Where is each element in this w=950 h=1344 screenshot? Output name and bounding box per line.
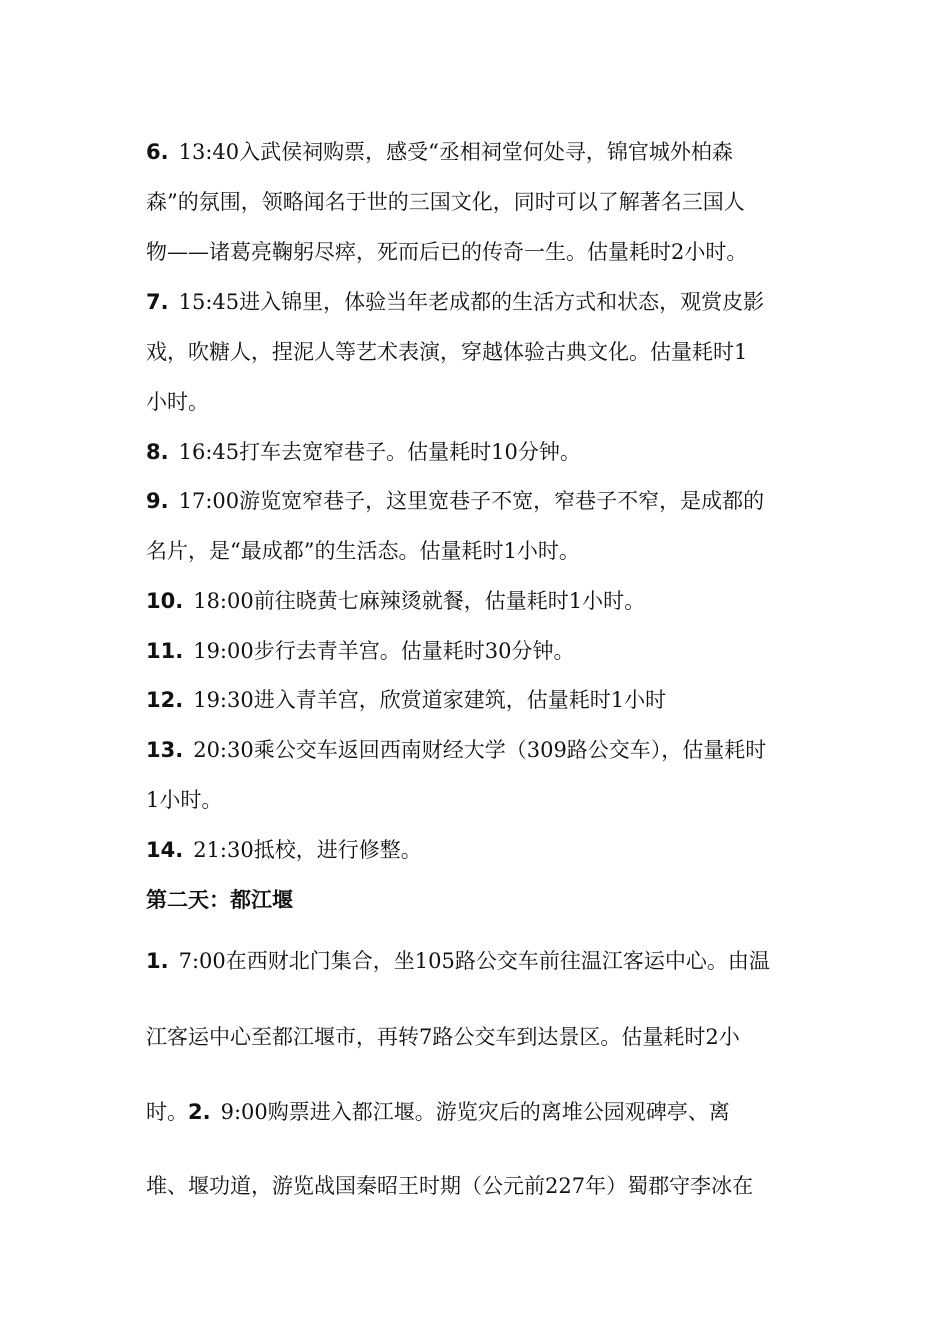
item-number: 9. [146,489,169,513]
item-9-line-2: 名片，是“最成都”的生活态。估量耗时1小时。 [146,539,580,563]
item-text: 19:00步行去青羊宫。估量耗时30分钟。 [193,639,575,663]
item-7-line-3: 小时。 [146,390,209,414]
item-13-line-1 [146,736,766,764]
item-14-line-1 [146,836,422,864]
item-7-line-2: 戏，吹糖人，捏泥人等艺术表演，穿越体验古典文化。估量耗时1 [146,340,748,364]
item-text: 7:00在西财北门集合，坐105路公交车前往温江客运中心。由温 [178,949,770,973]
day2-heading: 第二天：都江堰 [146,888,293,912]
item-8-line-1 [146,438,581,466]
item-9-line-1 [146,487,764,515]
item-number: 1. [146,949,169,973]
item-text: 19:30进入青羊宫，欣赏道家建筑，估量耗时1小时 [193,688,667,712]
item-number: 10. [146,589,184,613]
item-number: 2. [188,1100,211,1124]
item-6-line-2: 森”的氛围，领略闻名于世的三国文化，同时可以了解著名三国人 [146,190,745,214]
item-10-line-1 [146,587,645,615]
item-text: 13:40入武侯祠购票，感受“丞相祠堂何处寻，锦官城外柏森 [178,140,733,164]
item-6-line-1 [146,138,733,166]
item-text: 18:00前往晓黄七麻辣烫就餐，估量耗时1小时。 [193,589,646,613]
item-text: 时。 [146,1100,188,1124]
item-13-line-2: 1小时。 [146,788,223,812]
day2-line-4: 堆、堰功道，游览战国秦昭王时期（公元前227年）蜀郡守李冰在 [146,1174,754,1198]
item-number: 6. [146,140,169,164]
item-number: 11. [146,639,184,663]
item-text: 16:45打车去宽窄巷子。估量耗时10分钟。 [178,440,581,464]
item-text: 9:00购票进入都江堰。游览灾后的离堆公园观碑亭、离 [220,1100,730,1124]
item-number: 8. [146,440,169,464]
item-number: 14. [146,838,184,862]
day2-item-1-line-1 [146,947,770,975]
item-text: 15:45进入锦里，体验当年老成都的生活方式和状态，观赏皮影 [178,290,765,314]
item-7-line-1 [146,288,764,316]
item-text: 17:00游览宽窄巷子，这里宽巷子不宽，窄巷子不窄，是成都的 [178,489,765,513]
item-number: 12. [146,688,184,712]
item-text: 20:30乘公交车返回西南财经大学（309路公交车），估量耗时 [193,738,767,762]
item-12-line-1 [146,686,666,714]
item-number: 7. [146,290,169,314]
item-6-line-3: 物——诸葛亮鞠躬尽瘁，死而后已的传奇一生。估量耗时2小时。 [146,240,748,264]
item-11-line-1 [146,637,574,665]
day2-item-1-line-2: 江客运中心至都江堰市，再转7路公交车到达景区。估量耗时2小 [146,1025,740,1049]
day2-line-3 [146,1098,730,1126]
item-text: 21:30抵校，进行修整。 [193,838,422,862]
item-number: 13. [146,738,184,762]
